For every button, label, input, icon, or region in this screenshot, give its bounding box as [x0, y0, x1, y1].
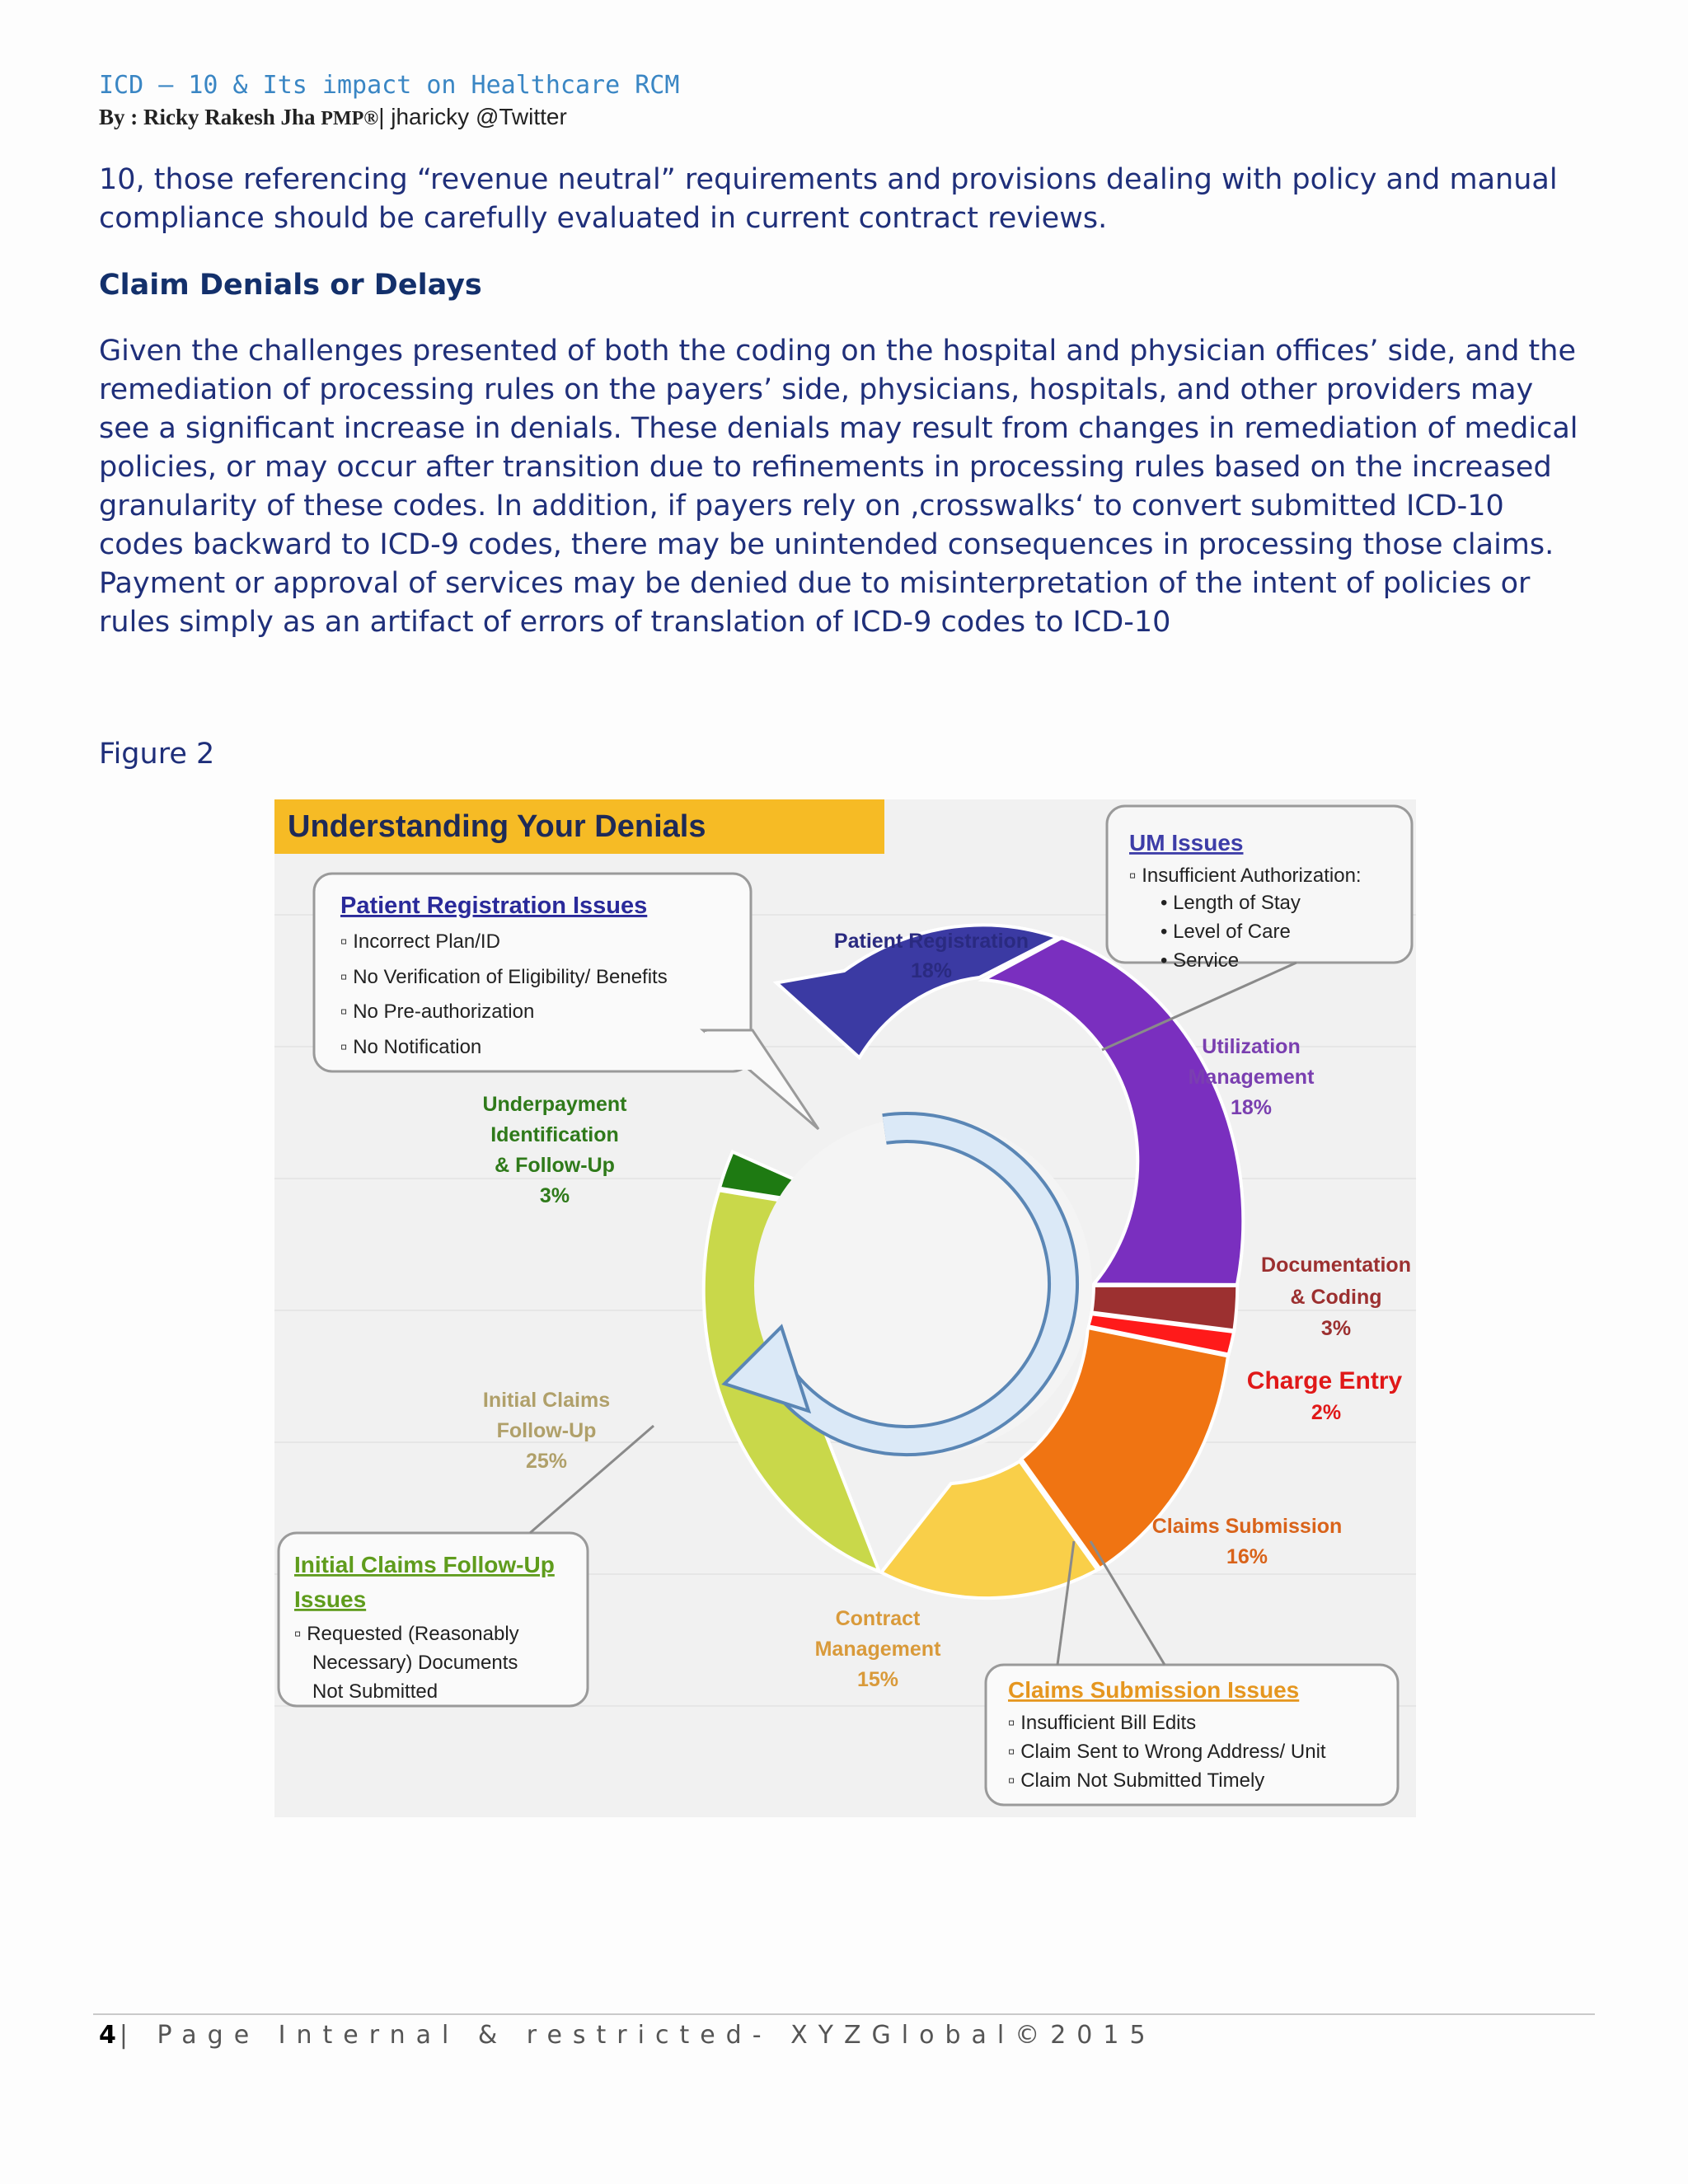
icf-issue-item-cont: Not Submitted — [312, 1680, 438, 1703]
label-claims-submission-pct: 16% — [1226, 1545, 1268, 1568]
header-byline — [99, 104, 567, 130]
callout-mask — [705, 1032, 751, 1070]
label-contract-management-pct: 15% — [856, 1668, 899, 1691]
label-documentation-pct: 3% — [1320, 1317, 1352, 1340]
label-contract: Contract — [835, 1607, 921, 1630]
label-charge-entry-pct: 2% — [1311, 1401, 1342, 1424]
icf-issue-item: ▫ Requested (Reasonably — [294, 1623, 519, 1645]
footer-rule — [93, 2013, 1595, 2015]
label-utilization: Utilization — [1202, 1035, 1301, 1058]
pmp-credential: PMP® — [321, 108, 379, 129]
pr-issue-item: ▫ Incorrect Plan/ID — [340, 930, 500, 953]
figure-caption: Figure 2 — [99, 738, 215, 771]
label-underpayment-pct: 3% — [539, 1184, 570, 1207]
cs-issue-item: ▫ Claim Not Submitted Timely — [1008, 1769, 1265, 1792]
label-documentation: Documentation — [1261, 1254, 1411, 1277]
paragraph-claim-denials: Given the challenges presented of both the coding on the hospital and physician offices’ side, and the remediation of processing rules on the payers’ side, physicians, hospitals, and other providers may see a significant increase in denials. These denials may result from changes in remediation of medical policies, or may occur after transition due to refinements in processing rules based on the increased granularity of these codes. In addition, if payers rely on ‚crosswalks‘ to convert submitted ICD-10 codes backward to ICD-9 codes, there may be unintended consequences in processing those claims. Payment or approval of services may be denied due to misinterpretation of the intent of policies or rules simply as an artifact of errors of translation of ICD-9 codes to ICD-10 — [99, 335, 1578, 639]
um-sub-item: • Level of Care — [1160, 921, 1291, 943]
denials-figure — [274, 799, 1416, 1817]
denials-figure-svg — [274, 799, 1416, 1817]
page-number: 4 — [99, 2021, 120, 2050]
figure-title: Understanding Your Denials — [288, 809, 706, 844]
label-coding: & Coding — [1290, 1286, 1382, 1309]
um-issues-item: ▫ Insufficient Authorization: — [1129, 865, 1362, 887]
label-utilization-pct: 18% — [1230, 1096, 1273, 1119]
initial-claims-issues-title: Initial Claims Follow-Up — [294, 1552, 555, 1577]
um-sub-item: • Length of Stay — [1160, 892, 1301, 914]
um-sub-item: • Service — [1160, 949, 1240, 972]
label-underpayment: Underpayment — [482, 1093, 627, 1116]
label-patient-registration: Patient Registration — [833, 930, 1029, 953]
patient-registration-issues-title: Patient Registration Issues — [340, 893, 648, 919]
cs-issue-item: ▫ Insufficient Bill Edits — [1008, 1712, 1197, 1734]
label-initial-claims: Initial Claims — [482, 1389, 611, 1412]
header-title: ICD – 10 & Its impact on Healthcare RCM — [99, 71, 680, 100]
claims-submission-issues-title: Claims Submission Issues — [1008, 1677, 1300, 1703]
label-identification: Identification — [490, 1123, 619, 1146]
section-heading: Claim Denials or Delays — [99, 269, 482, 302]
label-claims-submission: Claims Submission — [1151, 1515, 1343, 1538]
label-charge-entry: Charge Entry — [1246, 1367, 1403, 1394]
label-follow-up: Follow-Up — [496, 1419, 597, 1442]
label-follow-up-2: & Follow-Up — [495, 1154, 615, 1177]
author-name: By : Ricky Rakesh Jha — [99, 105, 321, 129]
cs-issue-item: ▫ Claim Sent to Wrong Address/ Unit — [1008, 1741, 1326, 1763]
um-issues-title: UM Issues — [1129, 830, 1244, 855]
label-patient-registration-pct: 18% — [910, 959, 953, 982]
paragraph-contract-review: 10, those referencing “revenue neutral” requirements and provisions dealing with policy and manual compliance should be carefully evaluated in current contract reviews. — [99, 163, 1558, 235]
icf-issue-item-cont: Necessary) Documents — [312, 1652, 518, 1674]
initial-claims-issues-title-2: Issues — [294, 1586, 367, 1612]
label-initial-claims-pct: 25% — [525, 1450, 568, 1473]
page-footer — [99, 2021, 1156, 2050]
pr-issue-item: ▫ No Notification — [340, 1036, 482, 1058]
pr-issue-item: ▫ No Verification of Eligibility/ Benefits — [340, 966, 668, 988]
label-contract-management: Management — [814, 1638, 941, 1661]
footer-text: | Page Internal & restricted- XYZGlobal©2015 — [119, 2021, 1156, 2050]
label-management: Management — [1188, 1066, 1315, 1089]
pr-issue-item: ▫ No Pre-authorization — [340, 1001, 535, 1023]
twitter-handle: | jharicky @Twitter — [378, 104, 567, 129]
